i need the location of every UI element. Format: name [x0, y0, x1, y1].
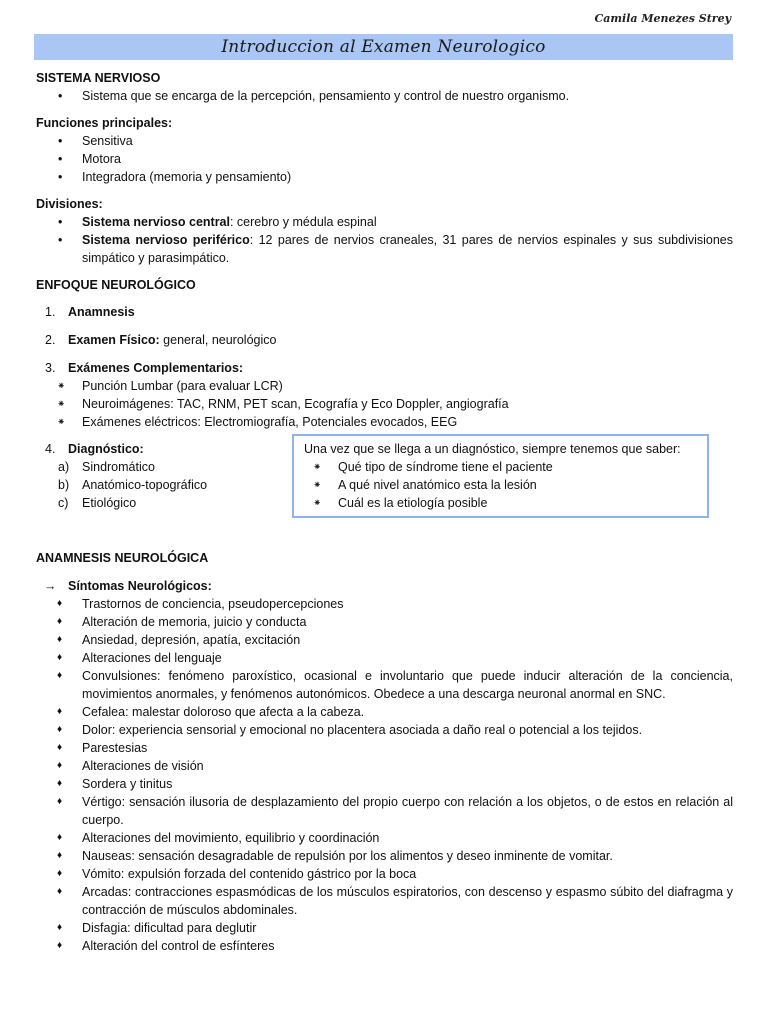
asterisk-icon: ⁕: [57, 381, 66, 392]
list-item: b) Anatómico-topográfico: [58, 478, 208, 492]
bullet-icon: •: [58, 152, 63, 166]
list-item: ♦ Alteración de memoria, juicio y conducta: [57, 615, 307, 629]
section-heading: ENFOQUE NEUROLÓGICO: [36, 278, 196, 292]
diamond-bullet-icon: ♦: [57, 868, 63, 879]
bullet-list: [36, 132, 733, 186]
list-item: ⁕ Punción Lumbar (para evaluar LCR): [36, 377, 733, 395]
callout-intro: Una vez que se llega a un diagnóstico, siempre tenemos que saber:: [304, 442, 681, 456]
diamond-bullet-icon: ♦: [57, 940, 63, 951]
diamond-bullet-icon: ♦: [57, 616, 63, 627]
title-band: [34, 34, 733, 60]
section-sistema-nervioso: [36, 69, 733, 105]
diamond-bullet-icon: ♦: [57, 886, 63, 897]
asterisk-icon: ⁕: [313, 480, 322, 491]
asterisk-icon: ⁕: [313, 462, 322, 473]
diamond-bullet-icon: ♦: [57, 832, 63, 843]
arrow-right-icon: →: [44, 579, 57, 593]
author-name: Camila Menezes Strey: [594, 12, 731, 25]
list-item: ⁕ Neuroimágenes: TAC, RNM, PET scan, Ecografía y Eco Doppler, angiografía: [36, 395, 733, 413]
list-item: ⁕ Qué tipo de síndrome tiene el paciente: [304, 458, 697, 476]
list-item: • Sensitiva: [58, 134, 133, 148]
diamond-bullet-icon: ♦: [57, 796, 63, 807]
list-item: ♦ Parestesias: [57, 741, 148, 755]
list-item: ⁕ Cuál es la etiología posible: [304, 494, 697, 512]
list-item: ♦ Alteración del control de esfínteres: [57, 939, 275, 953]
list-item: • Sistema nervioso central: cerebro y médula espinal: [58, 215, 377, 229]
list-item: ♦ Convulsiones: fenómeno paroxístico, ocasional e involuntario que puede inducir alteración de la conciencia, movimientos anormales, y fenómenos autonómicos. Obedece a una descarga neuronal anormal en SNC.: [57, 669, 733, 701]
list-item: • Motora: [58, 152, 121, 166]
section-heading: SISTEMA NERVIOSO: [36, 71, 161, 85]
diamond-list: [36, 595, 733, 955]
diamond-bullet-icon: ♦: [57, 706, 63, 717]
list-item: ⁕ Exámenes eléctricos: Electromiografía, Potenciales evocados, EEG: [36, 413, 733, 431]
list-item: ♦ Arcadas: contracciones espasmódicas de los músculos espiratorios, con descenso y espasmo súbito del diafragma y contracción de músculos abdominales.: [57, 885, 733, 917]
list-item: • Sistema nervioso periférico: 12 pares de nervios craneales, 31 pares de nervios espinales y sus subdivisiones simpático y parasimpático.: [58, 233, 734, 265]
section-heading: Funciones principales:: [36, 116, 173, 130]
diamond-bullet-icon: ♦: [57, 634, 63, 645]
bullet-icon: •: [58, 134, 63, 148]
callout-list: [304, 458, 697, 512]
section-funciones: [36, 114, 733, 186]
diamond-bullet-icon: ♦: [57, 724, 63, 735]
list-item: c) Etiológico: [58, 496, 137, 510]
list-item: ♦ Vómito: expulsión forzada del contenido gástrico por la boca: [57, 867, 417, 881]
list-item: ♦ Trastornos de conciencia, pseudopercepciones: [57, 597, 344, 611]
numbered-step: 4. Diagnóstico:: [45, 442, 144, 456]
list-item: • Integradora (memoria y pensamiento): [58, 170, 292, 184]
numbered-step: 2. Examen Físico: general, neurológico: [45, 333, 277, 347]
asterisk-icon: ⁕: [57, 399, 66, 410]
diamond-bullet-icon: ♦: [57, 652, 63, 663]
bullet-icon: •: [58, 215, 63, 229]
list-item: ♦ Ansiedad, depresión, apatía, excitación: [57, 633, 301, 647]
diamond-bullet-icon: ♦: [57, 850, 63, 861]
list-item: ♦ Alteraciones del movimiento, equilibrio y coordinación: [57, 831, 380, 845]
diamond-bullet-icon: ♦: [57, 598, 63, 609]
list-item: ♦ Alteraciones del lenguaje: [57, 651, 222, 665]
bullet-list: [36, 87, 733, 105]
bullet-list: [36, 213, 733, 267]
section-divisiones: [36, 195, 733, 267]
subheading: → Síntomas Neurológicos:: [44, 579, 212, 593]
bullet-icon: •: [58, 89, 63, 103]
list-item: ♦ Vértigo: sensación ilusoria de desplazamiento del propio cuerpo con relación a los objetos, o de estos en relación al cuerpo.: [57, 795, 733, 827]
diamond-bullet-icon: ♦: [57, 778, 63, 789]
asterisk-icon: ⁕: [313, 498, 322, 509]
diamond-bullet-icon: ♦: [57, 742, 63, 753]
bullet-icon: •: [58, 170, 63, 184]
list-item: • Sistema que se encarga de la percepción, pensamiento y control de nuestro organismo.: [58, 89, 570, 103]
bullet-icon: •: [58, 233, 63, 247]
callout-box: [292, 434, 709, 518]
list-item: ♦ Cefalea: malestar doloroso que afecta a la cabeza.: [57, 705, 365, 719]
page-title: Introduccion al Examen Neurologico: [221, 37, 546, 57]
asterisk-icon: ⁕: [57, 417, 66, 428]
list-item: ♦ Disfagia: dificultad para deglutir: [57, 921, 257, 935]
numbered-step: 1. Anamnesis: [45, 305, 135, 319]
list-item: ♦ Alteraciones de visión: [57, 759, 204, 773]
list-item: ♦ Dolor: experiencia sensorial y emocional no placentera asociada a daño real o potencial a los tejidos.: [57, 723, 643, 737]
section-heading: Divisiones:: [36, 197, 103, 211]
star-list: [36, 377, 733, 431]
diamond-bullet-icon: ♦: [57, 760, 63, 771]
list-item: ♦ Sordera y tinitus: [57, 777, 173, 791]
list-item: ⁕ A qué nivel anatómico esta la lesión: [304, 476, 697, 494]
section-anamnesis: [36, 549, 733, 955]
list-item: ♦ Nauseas: sensación desagradable de repulsión por los alimentos y deseo inminente de vomitar.: [57, 849, 613, 863]
list-item: a) Sindromático: [58, 460, 155, 474]
section-heading: ANAMNESIS NEUROLÓGICA: [36, 551, 209, 565]
diamond-bullet-icon: ♦: [57, 922, 63, 933]
diamond-bullet-icon: ♦: [57, 670, 63, 681]
numbered-step: 3. Exámenes Complementarios:: [45, 361, 244, 375]
